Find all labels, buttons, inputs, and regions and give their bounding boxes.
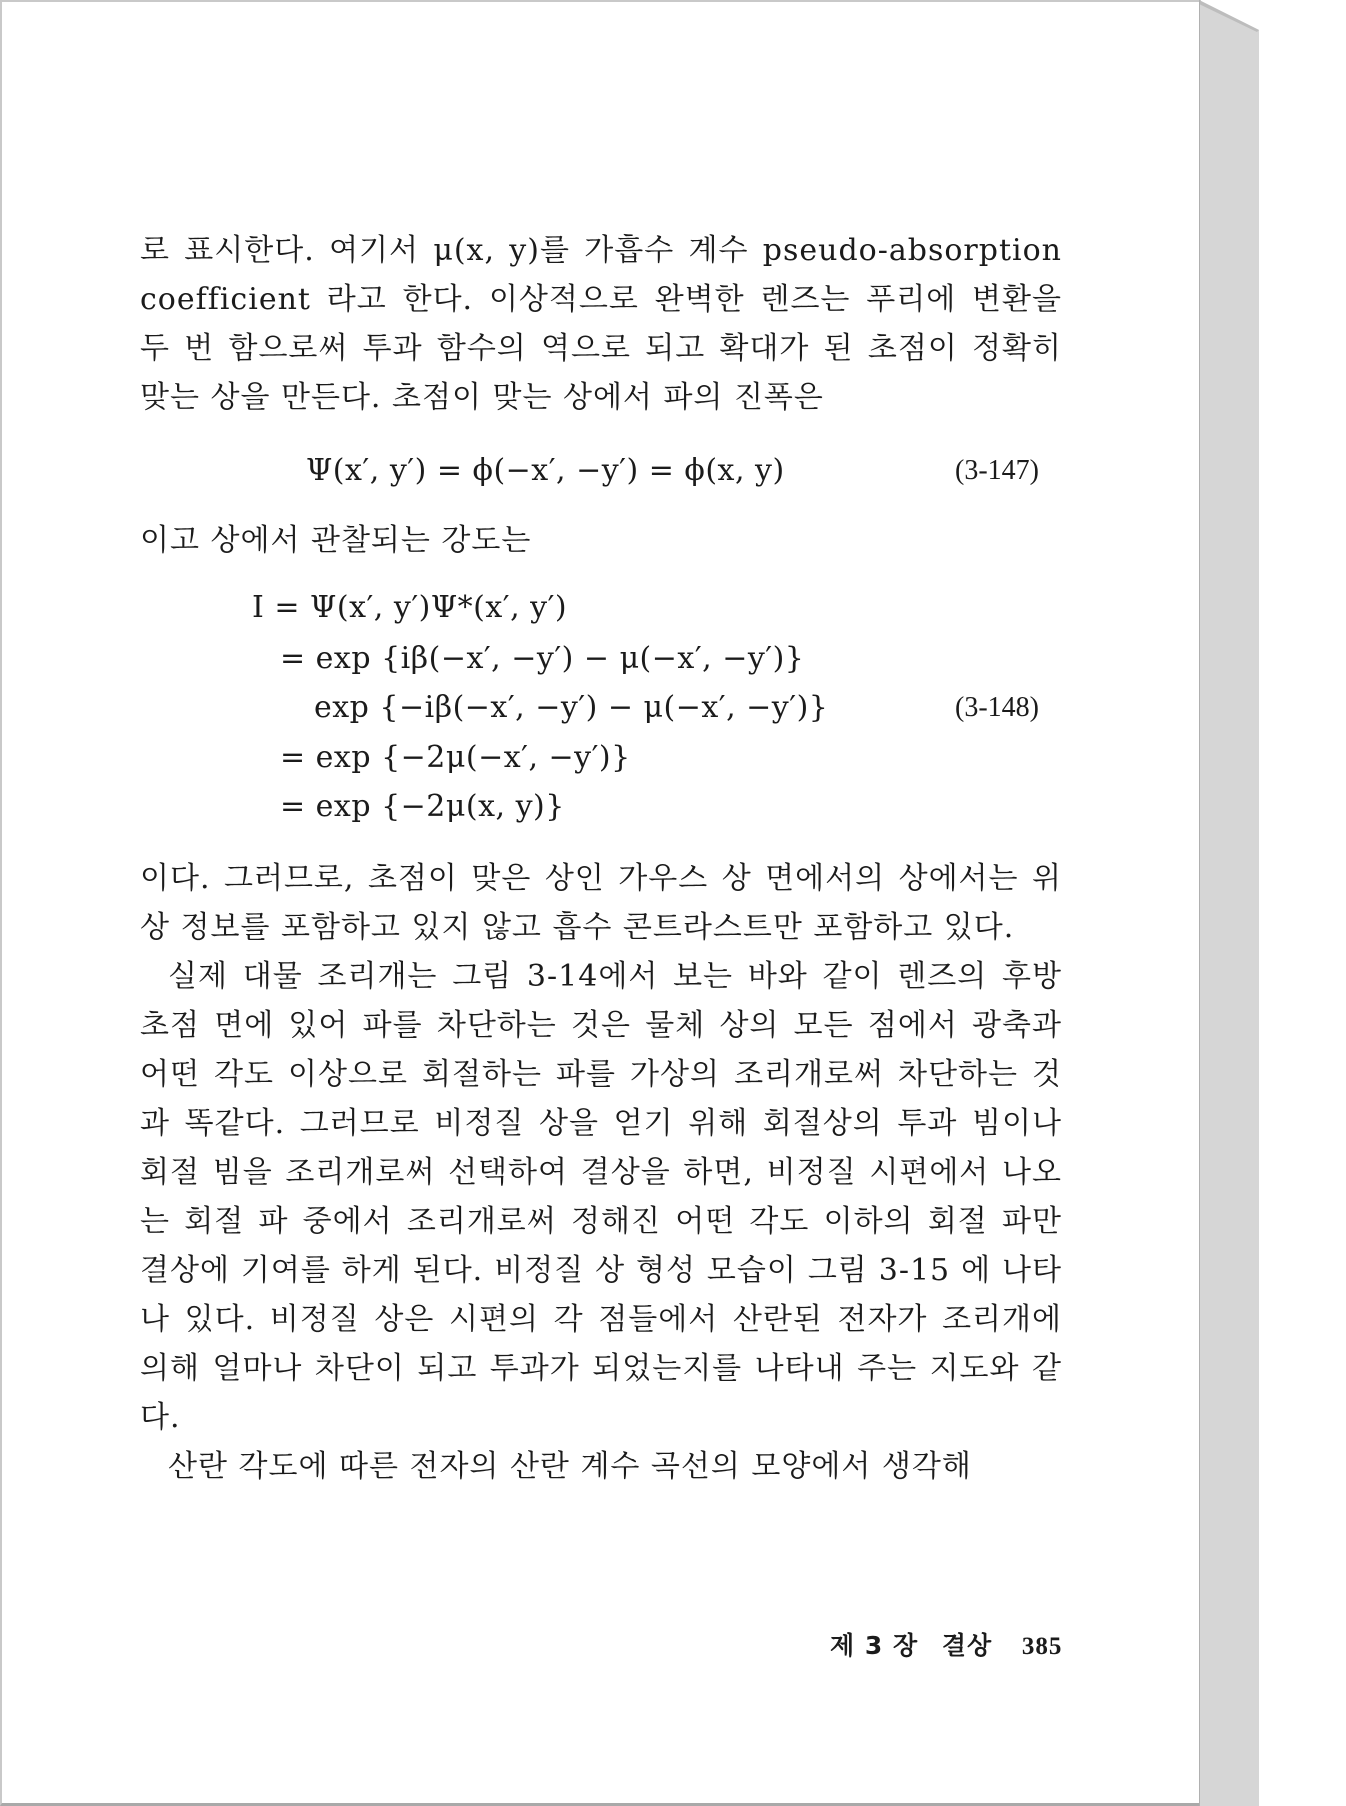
paragraph-5: 산란 각도에 따른 전자의 산란 계수 곡선의 모양에서 생각해 bbox=[168, 1449, 972, 1484]
paragraph-3: 이다. 그러므로, 초점이 맞은 상인 가우스 상 면에서의 상에서는 위상 정보를 포함하고 있지 않고 흡수 콘트라스트만 포함하고 있다. bbox=[140, 861, 1062, 945]
equation-3-147: Ψ(x′, y′) = ϕ(−x′, −y′) = ϕ(x, y) bbox=[306, 453, 785, 488]
equation-3-148-line-4: = exp {−2μ(−x′, −y′)} bbox=[280, 740, 631, 775]
paragraph-4: 실제 대물 조리개는 그림 3-14에서 보는 바와 같이 렌즈의 후방 초점 면에 있어 파를 차단하는 것은 물체 상의 모든 점에서 광축과 어떤 각도 이상으로 회절하는 파를 가상의 조리개로써 차단하는 것과 똑같다. 그러므로 비정질 상을 얻기 위해 회절상의 투과 빔이나 회절 빔을 조리개로써 선택하여 결상을 하면, 비정질 시편에서 나오는 회절 파 중에서 조리개로써 정해진 어떤 각도 이하의 회절 파만 결상에 기여를 하게 된다. 비정질 상 형성 모습이 그림 3-15 에 나타나 있다. 비정질 상은 시편의 각 점들에서 산란된 전자가 조리개에 의해 얼마나 차단이 되고 투과가 되었는지를 나타내 주는 지도와 같다. bbox=[140, 959, 1062, 1435]
running-head bbox=[830, 1626, 1062, 1662]
equation-3-148-line-5: = exp {−2μ(x, y)} bbox=[280, 789, 565, 824]
chapter-title: 결상 bbox=[941, 1631, 993, 1660]
paragraph-2: 이고 상에서 관찰되는 강도는 bbox=[140, 523, 532, 558]
book-page-edge bbox=[1199, 0, 1259, 1806]
equation-number-3-148: (3-148) bbox=[955, 692, 1039, 723]
equation-3-148-line-2: = exp {iβ(−x′, −y′) − μ(−x′, −y′)} bbox=[280, 641, 805, 676]
paragraph-1: 로 표시한다. 여기서 μ(x, y)를 가흡수 계수 pseudo-absorption coefficient 라고 한다. 이상적으로 완벽한 렌즈는 푸리에 변환을 두 번 함으로써 투과 함수의 역으로 되고 확대가 된 초점이 정확히 맞는 상을 만든다. 초점이 맞는 상에서 파의 진폭은 bbox=[140, 233, 1062, 415]
equation-3-148-line-1: I = Ψ(x′, y′)Ψ*(x′, y′) bbox=[252, 590, 568, 625]
paragraph-1-block bbox=[140, 226, 1062, 422]
page-number: 385 bbox=[1021, 1633, 1063, 1660]
equation-3-148-line-3: exp {−iβ(−x′, −y′) − μ(−x′, −y′)} bbox=[314, 690, 829, 725]
body-text-block bbox=[140, 854, 1062, 1491]
paragraph-2-block bbox=[140, 516, 1062, 565]
chapter-label: 제 3 장 bbox=[830, 1631, 919, 1660]
equation-number-3-147: (3-147) bbox=[955, 455, 1039, 486]
